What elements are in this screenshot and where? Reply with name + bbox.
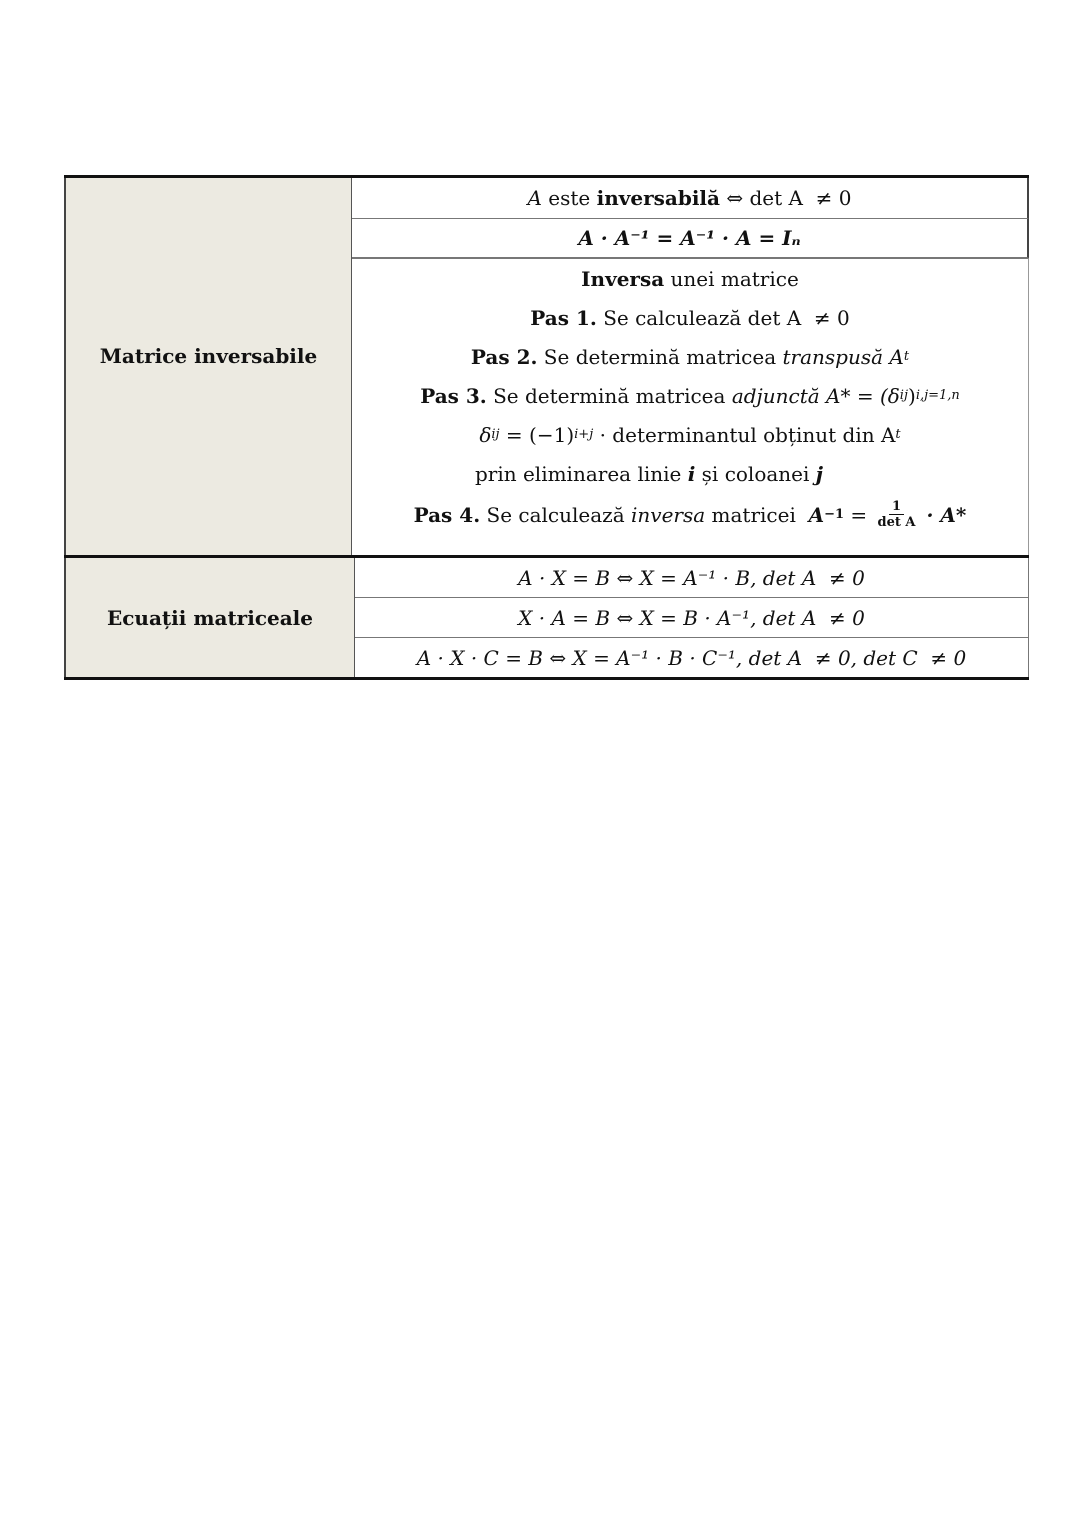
cofactor-definition: δ ij = (−1) i+j · determinantul obținut din A t xyxy=(479,422,901,447)
matrix-formula-table xyxy=(64,175,1029,680)
step-1 xyxy=(530,298,849,337)
title-rest: unei matrice xyxy=(664,266,799,291)
step-label: Pas 1. xyxy=(530,305,597,330)
equation-right-multiply xyxy=(355,597,1029,637)
step-emphasis: adjunctă xyxy=(731,383,820,408)
step-tail: matricei xyxy=(705,503,809,527)
denominator: det A xyxy=(877,515,916,530)
text: prin eliminarea linie xyxy=(474,461,688,486)
step-label: Pas 3. xyxy=(420,383,487,408)
step-3: Pas 3. Se determină matricea adjunctă A* = (δ ij ) i,j=1,n xyxy=(420,383,960,408)
keyword-inversabila: inversabilă xyxy=(596,186,720,210)
text: și coloanei xyxy=(695,461,816,486)
cofactor-definition-cont xyxy=(475,454,905,493)
step-4: Pas 4. Se calculează inversa matricei A −1 = $\frac{1}{\text{det A}}$ · A* xyxy=(413,499,967,530)
step-label: Pas 4. xyxy=(413,503,481,527)
adjoint-formula: A* = (δ xyxy=(819,383,900,408)
inverse-lhs: A xyxy=(808,503,825,527)
step-text: Se calculează det A ≠ 0 xyxy=(596,305,850,330)
inverse-procedure-cell xyxy=(352,258,1029,555)
adjoint-rhs: · A* xyxy=(919,503,967,527)
section-content xyxy=(355,558,1029,677)
step-tail: A xyxy=(883,344,904,369)
step-2: Pas 2. Se determină matricea transpusă A t xyxy=(470,344,910,369)
equation-both-sides xyxy=(355,637,1029,677)
step-text: Se calculează xyxy=(480,503,631,527)
condition-formula: ⇔ det A ≠ 0 xyxy=(720,186,852,210)
cofactor-text: · determinantul obținut din A xyxy=(593,422,896,447)
equation-left-multiply xyxy=(355,558,1029,597)
section-label: Matrice inversabile xyxy=(64,178,352,555)
section-matrice-inversabile xyxy=(64,175,1029,556)
step-text: Se determină matricea xyxy=(537,344,783,369)
section-content xyxy=(352,178,1029,555)
paren: ) xyxy=(908,383,916,408)
step-emphasis: inversa xyxy=(631,503,706,527)
section-label: Ecuații matriceale xyxy=(64,558,355,677)
equals: = xyxy=(844,503,874,527)
inverse-identity-formula: A · A⁻¹ = A⁻¹ · A = Iₙ xyxy=(578,226,801,250)
step-text: Se determină matricea xyxy=(486,383,732,408)
formula: A · X = B ⇔ X = A⁻¹ · B, det A ≠ 0 xyxy=(518,565,865,590)
formula: X · A = B ⇔ X = B · A⁻¹, det A ≠ 0 xyxy=(518,605,865,630)
title-bold: Inversa xyxy=(581,266,665,291)
text: este xyxy=(541,186,597,210)
delta-symbol: δ xyxy=(479,422,492,447)
fraction xyxy=(878,499,916,531)
inverse-identity-row xyxy=(352,218,1029,258)
matrix-symbol: A xyxy=(527,186,542,210)
index-j: j xyxy=(815,461,824,486)
step-emphasis: transpusă xyxy=(782,344,884,369)
formula: A · X · C = B ⇔ X = A⁻¹ · B · C⁻¹, det A ≠ 0, det C ≠ 0 xyxy=(416,645,967,670)
procedure-title xyxy=(581,259,799,298)
invertibility-condition-row xyxy=(352,178,1029,218)
numerator: 1 xyxy=(889,499,904,515)
index-i: i xyxy=(687,461,696,486)
section-ecuatii-matriceale xyxy=(64,556,1029,680)
step-label: Pas 2. xyxy=(470,344,538,369)
sign-factor: = (−1) xyxy=(499,422,575,447)
